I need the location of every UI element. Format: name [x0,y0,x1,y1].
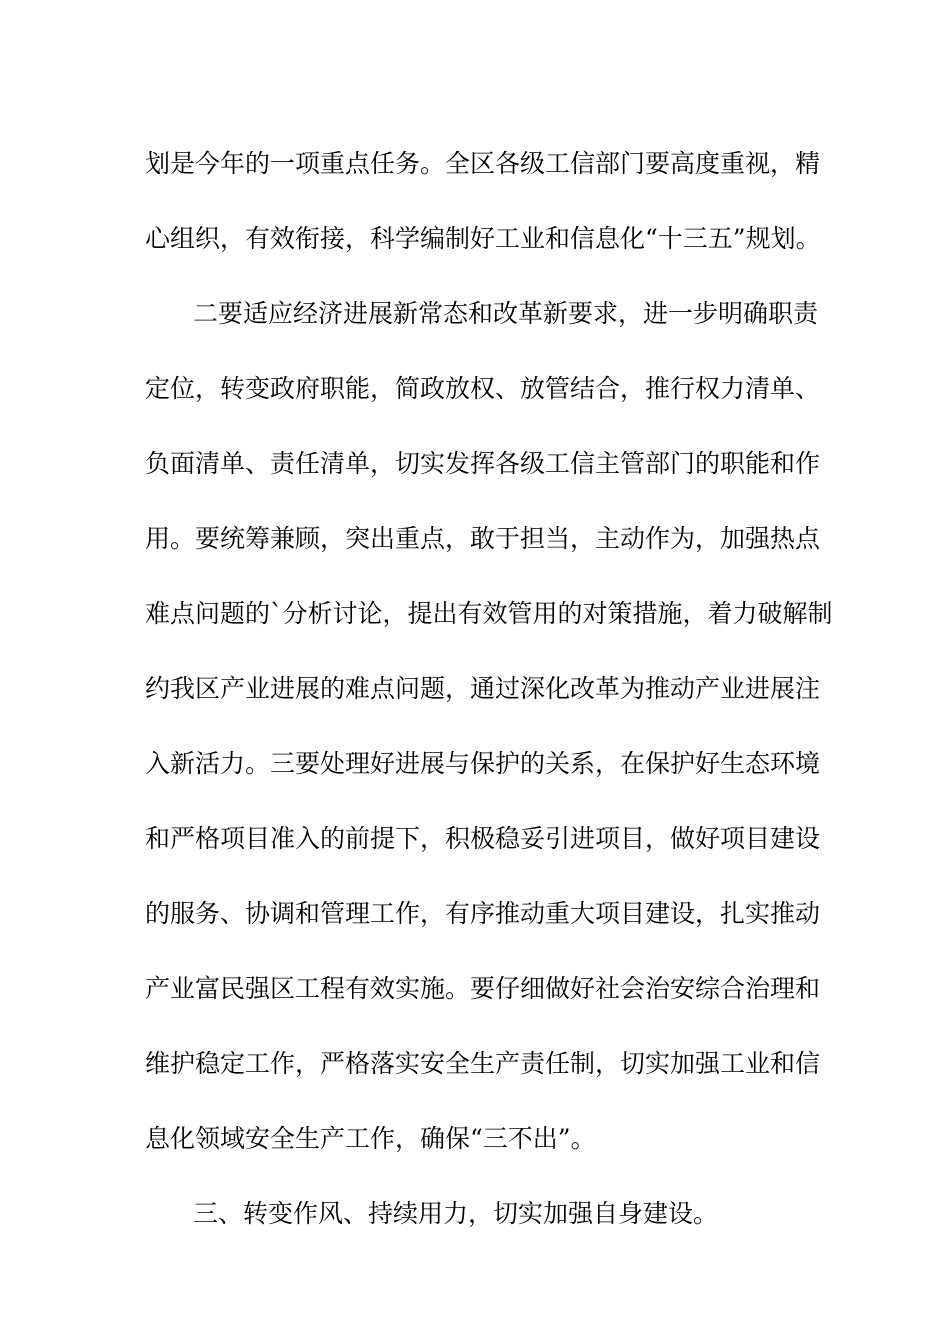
text-line: 的服务、协调和管理工作，有序推动重大项目建设，扎实推动 [145,899,821,928]
text-line: 定位，转变政府职能，简政放权、放管结合，推行权力清单、 [145,374,821,403]
text-line: 产业富民强区工程有效实施。要仔细做好社会治安综合治理和 [145,974,821,1003]
text-line: 和严格项目准入的前提下，积极稳妥引进项目，做好项目建设 [145,824,821,853]
text-line: 入新活力。三要处理好进展与保护的关系，在保护好生态环境 [145,749,821,778]
text-line: 负面清单、责任清单，切实发挥各级工信主管部门的职能和作 [145,449,821,478]
paragraph-first-line: 二要适应经济进展新常态和改革新要求，进一步明确职责 [193,299,819,328]
text-line: 心组织，有效衔接，科学编制好工业和信息化“十三五”规划。 [145,224,821,253]
section-heading: 三、转变作风、持续用力，切实加强自身建设。 [193,1199,719,1228]
body-text [145,126,833,1251]
text-line: 用。要统筹兼顾，突出重点，敢于担当，主动作为，加强热点 [145,524,821,553]
text-line: 难点问题的`分析讨论，提出有效管用的对策措施，着力破解制 [145,599,833,628]
text-line: 维护稳定工作，严格落实安全生产责任制，切实加强工业和信 [145,1049,821,1078]
text-line: 约我区产业进展的难点问题，通过深化改革为推动产业进展注 [145,674,821,703]
text-line: 划是今年的一项重点任务。全区各级工信部门要高度重视，精 [145,149,821,178]
text-line: 息化领域安全生产工作，确保“三不出”。 [145,1124,596,1153]
